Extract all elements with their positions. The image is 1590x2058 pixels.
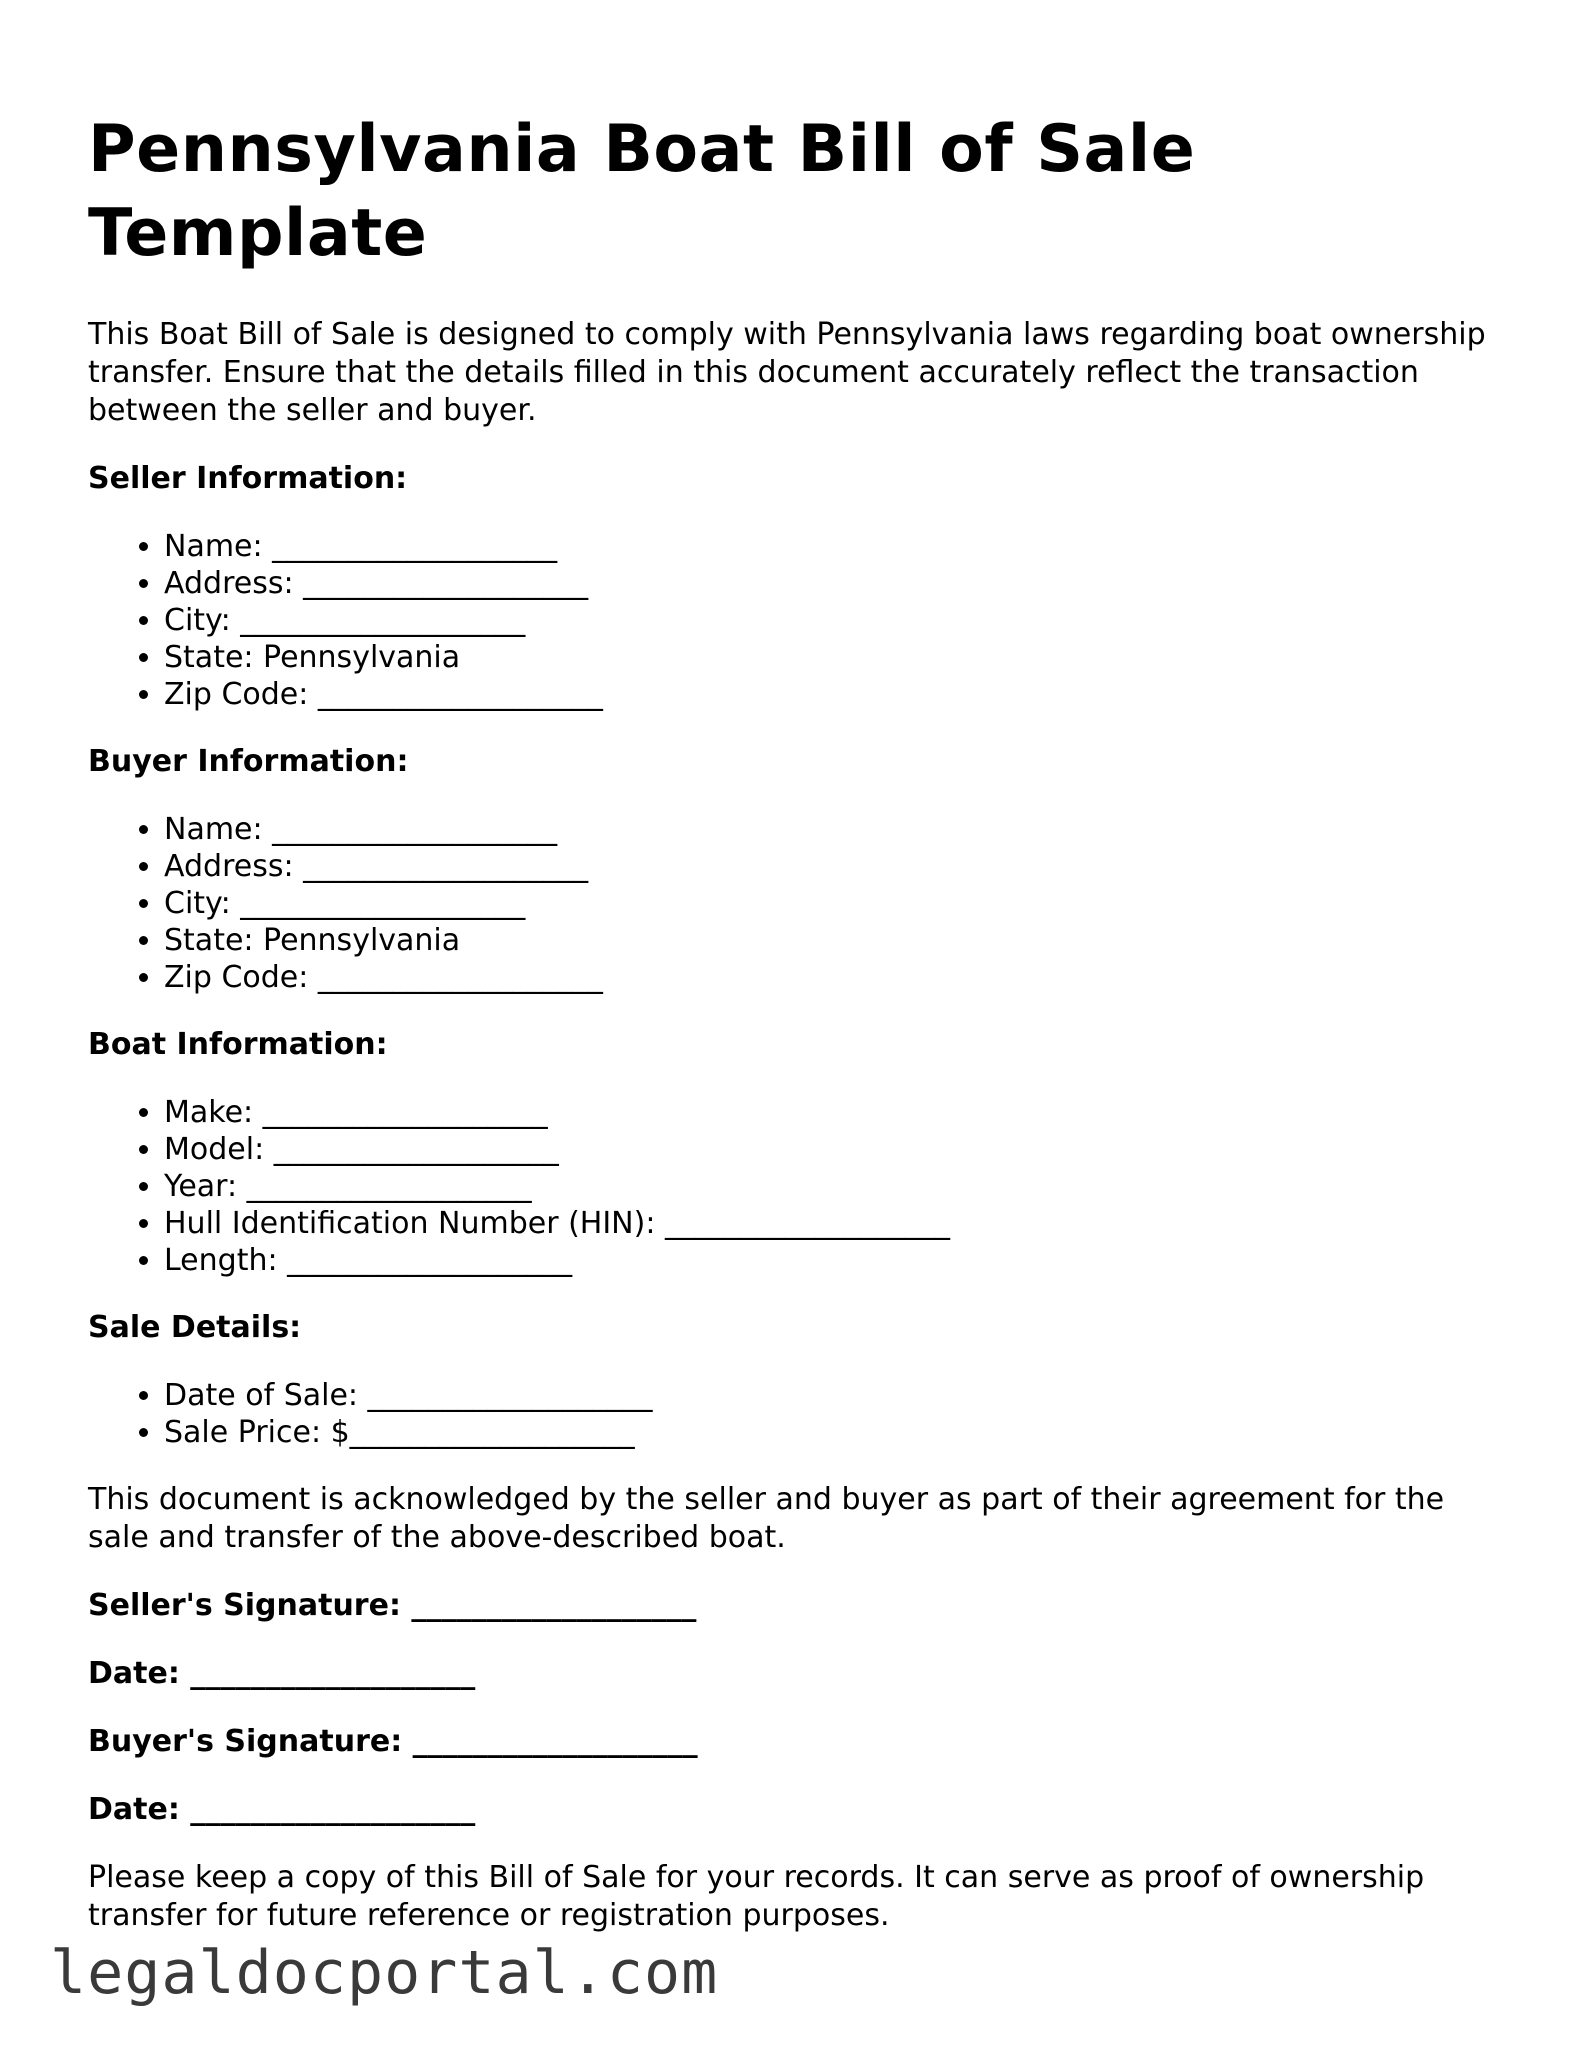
seller-zip-field: • Zip Code: ___________________ [164,676,1508,713]
acknowledgement-paragraph: This document is acknowledged by the seller and buyer as part of their agreement for the sale and transfer of the above-described boat. [88,1482,1445,1555]
seller-date-line: Date: ___________________ [88,1656,476,1691]
intro-paragraph: This Boat Bill of Sale is designed to comply with Pennsylvania laws regarding boat ownership transfer. Ensure that the details filled in this document accurately reflect the transaction between the seller and buyer. [88,317,1486,428]
boat-length-field: • Length: ___________________ [164,1242,1508,1279]
seller-section-heading: Seller Information: [88,461,408,496]
seller-field-list [88,528,1508,713]
seller-signature-line: Seller's Signature: ___________________ [88,1588,697,1623]
site-watermark: legaldocportal.com [50,1938,719,2008]
boat-section-heading: Boat Information: [88,1027,388,1062]
sale-date-field: • Date of Sale: ___________________ [164,1377,1508,1414]
seller-state-field: • State: Pennsylvania [164,639,1508,676]
sale-price-field: • Sale Price: $___________________ [164,1414,1508,1451]
buyer-state-field: • State: Pennsylvania [164,922,1508,959]
seller-city-field: • City: ___________________ [164,602,1508,639]
buyer-signature-line: Buyer's Signature: ___________________ [88,1724,698,1759]
buyer-date-line: Date: ___________________ [88,1792,476,1827]
sale-field-list [88,1377,1508,1451]
buyer-address-field: • Address: ___________________ [164,848,1508,885]
footer-note: Please keep a copy of this Bill of Sale for your records. It can serve as proof of ownership transfer for future reference or registration purposes. [88,1860,1425,1933]
buyer-zip-field: • Zip Code: ___________________ [164,959,1508,996]
buyer-city-field: • City: ___________________ [164,885,1508,922]
page-title: Pennsylvania Boat Bill of Sale Template [88,112,1196,271]
boat-hin-field: • Hull Identification Number (HIN): ___________________ [164,1205,1508,1242]
sale-section-heading: Sale Details: [88,1310,302,1345]
document-page [88,108,1508,1935]
buyer-name-field: • Name: ___________________ [164,811,1508,848]
boat-field-list [88,1094,1508,1279]
buyer-section-heading: Buyer Information: [88,744,409,779]
buyer-field-list [88,811,1508,996]
boat-model-field: • Model: ___________________ [164,1131,1508,1168]
seller-name-field: • Name: ___________________ [164,528,1508,565]
seller-address-field: • Address: ___________________ [164,565,1508,602]
boat-make-field: • Make: ___________________ [164,1094,1508,1131]
boat-year-field: • Year: ___________________ [164,1168,1508,1205]
